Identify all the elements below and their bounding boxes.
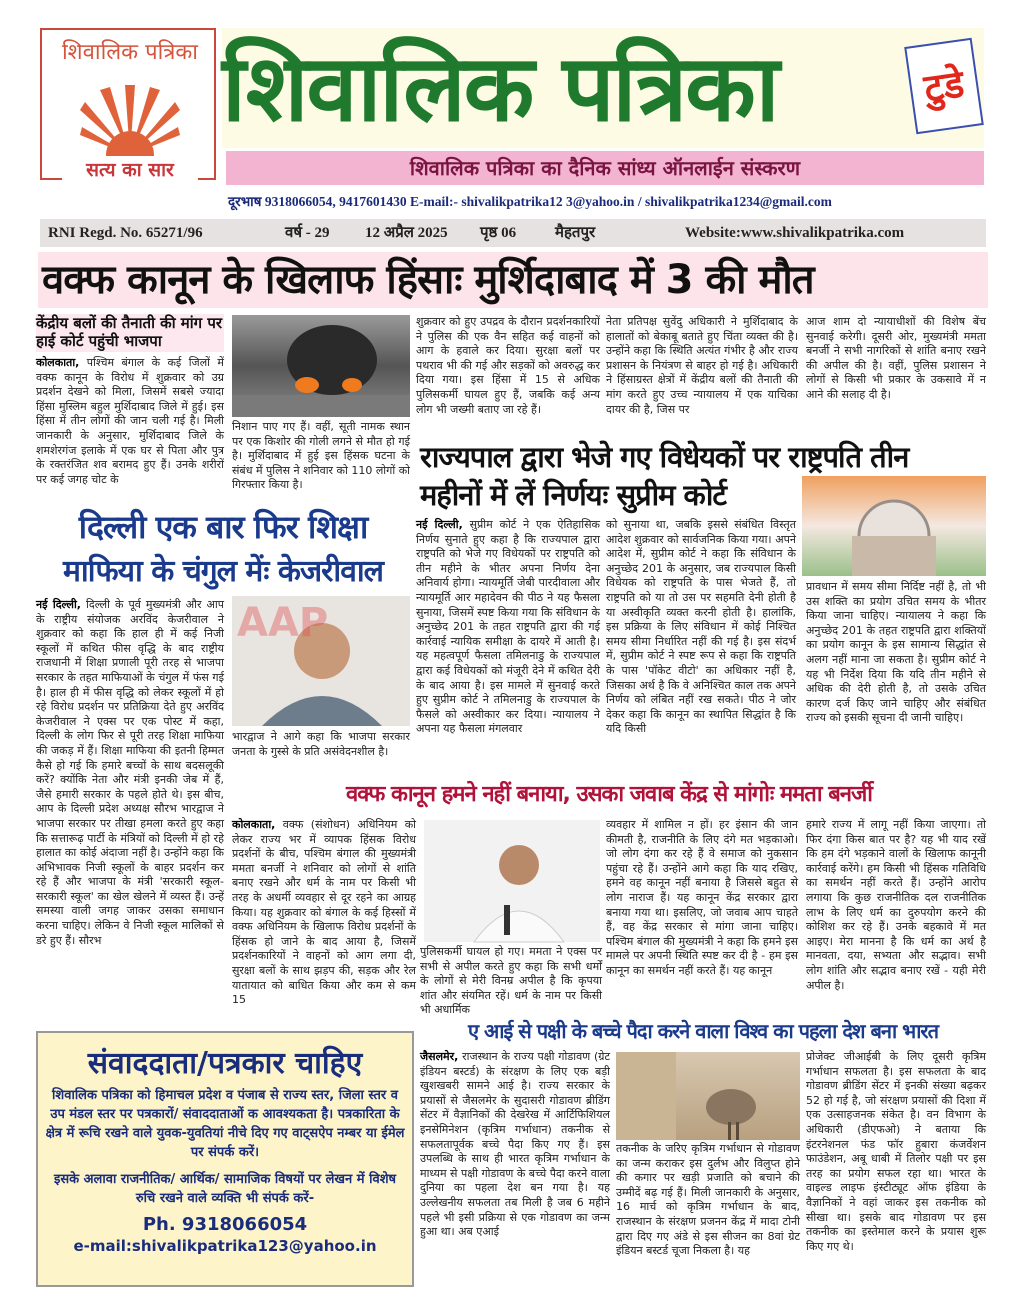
riot-photo <box>232 315 410 417</box>
lead-headline: वक्फ कानून के खिलाफ हिंसाः मुर्शिदाबाद में 3 की मौत <box>38 252 988 308</box>
delhi-headline-1: दिल्ली एक बार फिर शिक्षा <box>78 508 368 546</box>
article-text: दिल्ली के पूर्व मुख्यमंत्री और आप के राष्ट्रीय संयोजक अरविंद केजरीवाल ने शुक्रवार को कहा कि हाल ही में कई निजी स्कूलों में कथित फीस वृद्धि के बाद राष्ट्रीय राजधानी में शिक्षा प्रणाली पूरी तरह से भाजपा सरकार के तहत माफियाओं के चंगुल में फंस गई है। हाल ही में फीस वृद्धि को लेकर स्कूलों में हो रहे विरोध प्रदर्शन पर प्रतिक्रिया देते हुए अरविंद केजरीवाल ने एक्स पर एक पोस्ट में कहा, दिल्ली के लोग फिर से पूरी तरह शिक्षा माफिया की जकड़ में हैं। शिक्षा माफिया की इतनी हिम्मत कैसे हो गई कि हमारे बच्चों के साथ बदसलूकी करें? क्योंकि नेता और मंत्री इनकी जेब में हैं, जैसे हमारी सरकार के पहले होते थे। इस बीच, आप के दिल्ली प्रदेश अध्यक्ष सौरभ भारद्वाज ने भाजपा सरकार पर तीखा हमला करते हुए कहा कि सत्तारूढ़ पार्टी के मंत्रियों को दिल्ली में हो रहे हालात का कोई अंदाजा नहीं है। उन्होंने कहा कि अभिभावक निजी स्कूलों के बाहर प्रदर्शन कर रहे हैं और भाजपा के मंत्री 'सरकारी स्कूल-सरकारी स्कूल' का खेल खेलने में व्यस्त हैं। उन्हें समस्या वाली जगह जाकर उसका समाधान करना चाहिए। लेकिन वे निजी स्कूल मालिकों से डरे हुए हैं। सौरभ <box>36 598 224 947</box>
sc-col1 <box>416 518 600 776</box>
place: मैहतपुर <box>555 225 596 241</box>
ai-col2: तकनीक के जरिए कृत्रिम गर्भाधान से गोडावण का जन्म कराकर इस दुर्लभ और विलुप्त होने की कगार पर खड़ी प्रजाति को बचाने की उम्मीदें बढ़ गई हैं। मिली जानकारी के अनुसार, 16 मार्च को कृत्रिम गर्भाधान के बाद, राजस्थान के संरक्षण प्रजनन केंद्र में मादा टोनी द्वारा दिए गए अंडे से इस सीजन का 8वां ग्रेट इंडियन बस्टर्ड चूजा निकला है। यह <box>616 1142 800 1258</box>
godawan-photo <box>616 1052 800 1140</box>
ad-title: संवाददाता/पत्रकार चाहिए <box>87 1046 363 1081</box>
delhi-headline-2: माफिया के चंगुल मेंः केजरीवाल <box>62 554 383 589</box>
ai-col3: प्रोजेक्ट जीआईबी के लिए दूसरी कृत्रिम गर्भाधान सफलता है। इस सफलता के बाद गोडावण ब्रीडिंग सेंटर में इनकी संख्या बढ़कर 52 हो गई है, जो संरक्षण प्रयासों की दिशा में एक उत्साहजनक संकेत है। वन विभाग के अधिकारी (डीएफओ) ने बताया कि इंटरनेशनल फंड फॉर हुबारा कंजर्वेशन फाउंडेशन, अबू धाबी में तिलोर पक्षी पर इस तरह का प्रयोग सफल रहा था। भारत के वाइल्ड लाइफ इंस्टीट्यूट ऑफ इंडिया के वैज्ञानिकों ने वहां जाकर इस तकनीक को सीखा था। इसके बाद गोडावण पर इस तकनीक का इस्तेमाल करने के प्रयास शुरू किए गए थे। <box>806 1050 986 1253</box>
masthead-title: शिवालिक पत्रिका <box>222 34 778 142</box>
lead-subhead: केंद्रीय बलों की तैनाती की मांग पर हाई कोर्ट पहुंची भाजपा <box>36 314 224 352</box>
recruitment-ad <box>36 1031 414 1287</box>
website[interactable]: Website:www.shivalikpatrika.com <box>685 225 905 241</box>
contact-line: दूरभाष 9318066054, 9417601430 E-mail:- shivalikpatrika12 3@yahoo.in / shivalikpatrika1234@gmail.com <box>228 194 832 209</box>
ad-body-2: इसके अलावा राजनीतिक/ आर्थिक/ सामाजिक विषयों पर लेखन में विशेष रुचि रखने वाले व्यक्ति भी संपर्क करें- <box>53 1172 397 1206</box>
delhi-col2: भारद्वाज ने आगे कहा कि भाजपा सरकार जनता के गुस्से के प्रति असंवेदनशील है। <box>232 730 410 758</box>
mamata-photo <box>424 820 600 942</box>
logo-motto: सत्य का सार <box>62 156 198 182</box>
dateline: जैसलमेर, <box>420 1050 459 1063</box>
article-text: वक्फ (संशोधन) अधिनियम को लेकर राज्य भर में व्यापक हिंसक विरोध प्रदर्शनों के बीच, पश्चिम बंगाल की मुख्यमंत्री ममता बनर्जी ने शनिवार को लोगों से शांति बनाए रखने और धर्म के नाम पर किसी भी तरह के अधर्मी व्यवहार से दूर रहने का आग्रह किया। यह शुक्रवार को बंगाल के कई हिस्सों में वक्फ अधिनियम के खिलाफ विरोध प्रदर्शनों के हिंसक हो जाने के बाद आया है, जिसमें प्रदर्शनकारियों ने वाहनों को आग लगा दी, सुरक्षा बलों के साथ झड़प की, सड़क और रेल यातायात को बाधित किया और कम से कम 15 <box>232 818 416 1007</box>
today-badge: टुडे <box>904 38 984 135</box>
logo-arc-text: शिवालिक पत्रिका <box>61 40 199 65</box>
page-number: पृष्ठ 06 <box>480 225 517 241</box>
svg-text:AAP: AAP <box>237 600 329 646</box>
ad-phone[interactable]: Ph. 9318066054 <box>142 1214 308 1235</box>
dateline: कोलकाता, <box>232 818 276 831</box>
sc-col2: को सुनाया था, जबकि इससे संबंधित विस्तृत आदेश शुक्रवार को सार्वजनिक किया गया। अपने आदेश में, सुप्रीम कोर्ट ने कहा कि संविधान के अनुच्छेद 201 के अनुसार, जब राज्यपाल किसी विधेयक को राष्ट्रपति के पास भेजते हैं, तो राष्ट्रपति को या तो उस पर सहमति देनी होती है या अस्वीकृति व्यक्त करनी होती है। हालांकि, इस प्रक्रिया के लिए संविधान में कोई निश्चित समय सीमा निर्धारित नहीं की गई है। इस संदर्भ में, सुप्रीम कोर्ट ने स्पष्ट रूप से कहा कि राष्ट्रपति के पास 'पॉकेट वीटो' का अधिकार नहीं है, जिसका अर्थ है कि वे अनिश्चित काल तक अपने निर्णय को लंबित नहीं रख सकते। पीठ ने जोर देकर कहा कि कानून का स्थापित सिद्धांत है कि यदि किसी <box>606 518 796 736</box>
info-bar <box>40 219 986 247</box>
dateline: नई दिल्ली, <box>36 598 81 611</box>
lead-col3: शुक्रवार को हुए उपद्रव के दौरान प्रदर्शनकारियों ने पुलिस की एक वैन सहित कई वाहनों को आग के हवाले कर दिया। सुरक्षा बलों पर पथराव भी की गई और सड़कों को अवरुद्ध कर दिया गया। इस हिंसा में 15 से अधिक पुलिसकर्मी घायल हुए हैं, जबकि कई अन्य लोग भी जख्मी बताए जा रहे हैं। <box>416 315 600 416</box>
date: 12 अप्रैल 2025 <box>365 225 448 241</box>
lead-col2: निशान पाए गए हैं। वहीं, सूती नामक स्थान पर एक किशोर की गोली लगने से मौत हो गई है। मुर्शिदाबाद में हुई इस हिंसक घटना के संबंध में पुलिस ने शनिवार को 110 लोगों को गिरफ्तार किया है। <box>232 420 410 492</box>
dateline: कोलकाता, <box>36 356 80 369</box>
sc-headline-2: महीनों में लें निर्णयः सुप्रीम कोर्ट <box>420 478 726 512</box>
lead-col4: नेता प्रतिपक्ष सुवेंदु अधिकारी ने मुर्शिदाबाद के हालातों को बेकाबू बताते हुए चिंता व्यक्त की है। उन्होंने कहा कि स्थिति अत्यंत गंभीर है और राज्य प्रशासन के नियंत्रण से बाहर हो गई है। अधिकारी ने हिंसाग्रस्त क्षेत्रों में केंद्रीय बलों की तैनाती की मांग करते हुए उच्च न्यायालय में एक याचिका दायर की है, जिस पर <box>606 315 798 416</box>
masthead-subtitle: शिवालिक पत्रिका का दैनिक सांध्य ऑनलाईन संस्करण <box>226 151 984 185</box>
person-speaking-image <box>424 820 600 942</box>
sc-col3: प्रावधान में समय सीमा निर्दिष्ट नहीं है, तो भी उस शक्ति का प्रयोग उचित समय के भीतर किया जाना चाहिए। न्यायालय ने कहा कि अनुच्छेद 201 के तहत राष्ट्रपति द्वारा शक्तियों का प्रयोग कानून के इस सामान्य सिद्धांत से अलग नहीं माना जा सकता है। सुप्रीम कोर्ट ने यह भी निर्देश दिया कि यदि तीन महीने से अधिक की देरी होती है, तो उसके उचित कारण दर्ज किए जाने चाहिए और संबंधित राज्य को इसकी सूचना दी जानी चाहिए। <box>806 580 986 725</box>
masthead <box>222 28 984 148</box>
ai-headline: ए आई से पक्षी के बच्चे पैदा करने वाला विश्व का पहला देश बना भारत <box>468 1019 938 1043</box>
fire-smoke-image <box>232 315 410 417</box>
delhi-col1 <box>36 598 224 1022</box>
ad-body-1: शिवालिक पत्रिका को हिमाचल प्रदेश व पंजाब से राज्य स्तर, जिला स्तर व उप मंडल स्तर पर पत्रकारों/ संवाददाताओं क आवश्यकता है। पत्रकारिता के क्षेत्र में रूचि रखने वाले युवक-युवतियां नीचे दिए गए वाट्सऐप नम्बर या ईमेल पर संपर्क करें। <box>45 1088 405 1160</box>
bird-chick-image <box>616 1052 800 1140</box>
person-portrait-image <box>232 596 410 726</box>
mamata-col2: पुलिसकर्मी घायल हो गए। ममता ने एक्स पर सभी से अपील करते हुए कहा कि सभी धर्मों के लोगों से मेरी विनम्र अपील है कि कृपया शांत और संयमित रहें। धर्म के नाम पर किसी भी अधार्मिक <box>420 945 602 1017</box>
mamata-col4: हमारे राज्य में लागू नहीं किया जाएगा। तो फिर दंगा किस बात पर है? यह भी याद रखें कि हम दंगे भड़काने वालों के खिलाफ कानूनी कार्रवाई करेंगे। हम किसी भी हिंसक गतिविधि का समर्थन नहीं करते हैं। उन्होंने आरोप लगाया कि कुछ राजनीतिक दल राजनीतिक लाभ के लिए धर्म का दुरुपयोग करने की कोशिश कर रहे हैं। उनके बहकावे में मत आइए। मेरा मानना है कि धर्म का अर्थ है मानवता, दया, सभ्यता और सद्भाव। सभी लोग शांति और सद्भाव बनाए रखें - यही मेरी अपील है। <box>806 818 986 992</box>
mamata-col1 <box>232 818 416 1030</box>
article-text: सुप्रीम कोर्ट ने एक ऐतिहासिक निर्णय सुनाते हुए कहा है कि राज्यपाल द्वारा राष्ट्रपति को भेजे गए विधेयकों पर राष्ट्रपति को तीन महीने के भीतर अपना निर्णय देना अनिवार्य होगा। न्यायमूर्ति जेबी पारदीवाला और न्यायमूर्ति आर महादेवन की पीठ ने यह फैसला सुनाया, जिसमें स्पष्ट किया गया कि संविधान के अनुच्छेद 201 के तहत राष्ट्रपति द्वारा की गई कार्रवाई न्यायिक समीक्षा के दायरे में आती है। यह महत्वपूर्ण फैसला तमिलनाडु के राज्यपाल द्वारा कई विधेयकों को मंजूरी देने में कथित देरी के बाद आया है। इस मामले में सुनवाई करते हुए सुप्रीम कोर्ट ने तमिलनाडु के राज्यपाल के फैसले को अस्वीकार कर दिया। न्यायालय ने अपना यह फैसला मंगलवार <box>416 518 600 736</box>
supreme-court-photo <box>802 476 986 576</box>
lead-col1 <box>36 356 224 486</box>
ad-email[interactable]: e-mail:shivalikpatrika123@yahoo.in <box>73 1237 377 1255</box>
lead-col5: आज शाम दो न्यायाधीशों की विशेष बेंच सुनवाई करेगी। दूसरी ओर, मुख्यमंत्री ममता बनर्जी ने सभी नागरिकों से शांति बनाए रखने की अपील की है। वहीं, पुलिस प्रशासन ने लोगों से किसी भी प्रकार के उकसावे में न आने की सलाह दी है। <box>806 315 986 401</box>
kejriwal-photo <box>232 596 410 726</box>
article-text: राजस्थान के राज्य पक्षी गोडावण (ग्रेट इंडियन बस्टर्ड) के संरक्षण के लिए एक बड़ी खुशखबरी सामने आई है। राज्य सरकार के प्रयासों से जैसलमेर के सुदासरी गोडावण ब्रीडिंग सेंटर में वैज्ञानिकों की देखरेख में आर्टिफिशियल इनसेमिनेशन (कृत्रिम गर्भाधान) तकनीक से सफलतापूर्वक बच्चे पैदा किए गए हैं। इस उपलब्धि के साथ ही भारत कृत्रिम गर्भाधान के माध्यम से पक्षी गोडावण के बच्चे पैदा करने वाला दुनिया का पहला देश बन गया है। यह उल्लेखनीय सफलता तब मिली है जब 6 महीने पहले भी इसी प्रक्रिया से एक गोडावण का जन्म हुआ था। अब एआई <box>420 1050 610 1239</box>
mamata-col3: व्यवहार में शामिल न हों। हर इंसान की जान कीमती है, राजनीति के लिए दंगे मत भड़काओ। जो लोग दंगा कर रहे हैं वे समाज को नुकसान पहुंचा रहे हैं। उन्होंने आगे कहा कि याद रखिए, हमने वह कानून नहीं बनाया है जिससे बहुत से लोग नाराज हैं। यह कानून केंद्र सरकार द्वारा बनाया गया था। इसलिए, जो जवाब आप चाहते हैं, वह केंद्र सरकार से मांगा जाना चाहिए। पश्चिम बंगाल की मुख्यमंत्री ने कहा कि हमने इस मामले पर अपनी स्थिति स्पष्ट कर दी है - हम इस कानून का समर्थन नहीं करते हैं। यह कानून <box>606 818 798 977</box>
sun-icon <box>80 85 180 155</box>
mamata-headline: वक्फ कानून हमने नहीं बनाया, उसका जवाब केंद्र से मांगोः ममता बनर्जी <box>346 782 872 807</box>
ai-col1 <box>420 1050 610 1286</box>
year: वर्ष - 29 <box>285 225 330 241</box>
rni-number: RNI Regd. No. 65271/96 <box>48 225 203 241</box>
sc-headline-1: राज्यपाल द्वारा भेजे गए विधेयकों पर राष्ट्रपति तीन <box>420 440 909 474</box>
logo <box>40 28 216 180</box>
dateline: नई दिल्ली, <box>416 518 463 531</box>
article-text: पश्चिम बंगाल के कई जिलों में वक्फ कानून के विरोध में शुक्रवार को उग्र प्रदर्शन देखने को मिला, जिसमें सबसे ज्यादा हिंसा मुस्लिम बहुल मुर्शिदाबाद जिले में हुई। इस हिंसा में तीन लोगों की जान चली गई है। मिली जानकारी के अनुसार, मुर्शिदाबाद जिले के शमशेरगंज इलाके में एक घर से पिता और पुत्र के रक्तरंजित शव बरामद हुए हैं। उनके शरीरों पर कई जगह चोट के <box>36 356 224 486</box>
supreme-court-dome-image <box>802 476 986 576</box>
